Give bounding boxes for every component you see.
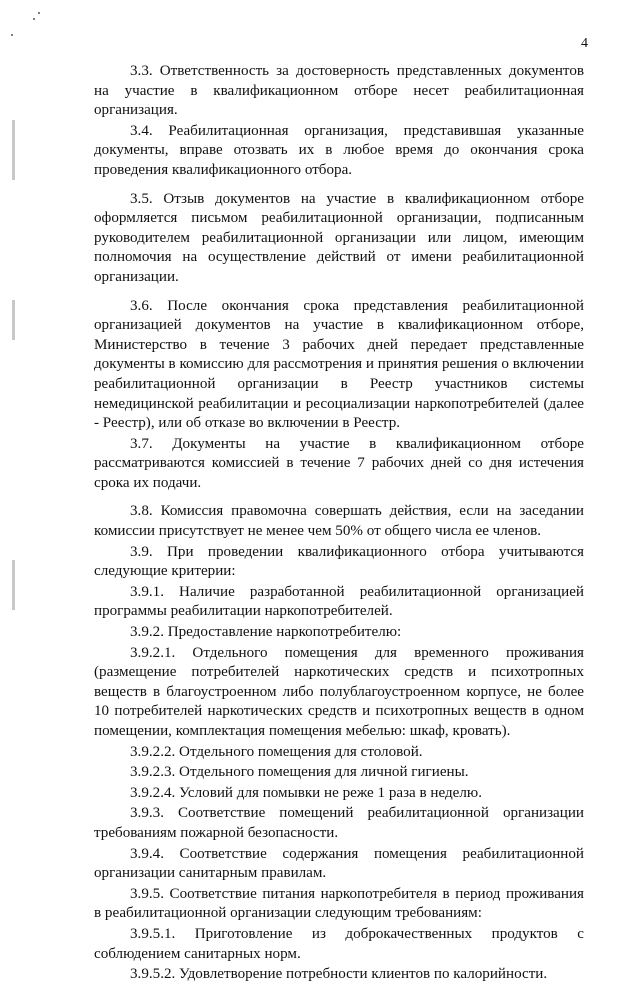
paragraph-3-9-3: 3.9.3. Соответствие помещений реабилитационной организации требованиям пожарной безопасности. — [94, 805, 584, 841]
paragraph-3-3: 3.3. Ответственность за достоверность представленных документов на участие в квалификационном отборе несет реабилитационная организация. — [94, 63, 584, 119]
paragraph-3-9-4: 3.9.4. Соответствие содержания помещения реабилитационной организации санитарным правилам. — [94, 845, 584, 882]
paragraph-3-9-5: 3.9.5. Соответствие питания наркопотребителя в период проживания в реабилитационной организации следующим требованиям: — [94, 885, 584, 922]
paragraph-3-9: 3.9. При проведении квалификационного отбора учитываются следующие критерии: — [94, 543, 584, 580]
paragraph-3-6: 3.6. После окончания срока представления реабилитационной организацией документов на участие в квалификационном отборе, Министерство в течение 3 рабочих дней передает представленные документы в комиссию для рассмотрения и принятия решения о включении реабилитационной организации в Реестр участников системы немедицинской реабилитации и ресоциализации наркопотребителей (далее - Реестр), или об отказе во включении в Реестр. — [94, 297, 584, 432]
paragraph-3-9-2-1: 3.9.2.1. Отдельного помещения для временного проживания (размещение потребителей наркотических средств и психотропных веществ в благоустроенном либо полублагоустроенном корпусе, не более 10 потребителей наркотических средств и психотропных веществ в одном помещении, комплектация помещения мебелью: шкаф, кровать). — [94, 644, 584, 739]
paragraph-3-9-2-2: 3.9.2.2. Отдельного помещения для столовой. — [130, 743, 423, 760]
paragraph-3-9-1: 3.9.1. Наличие разработанной реабилитационной организацией программы реабилитации наркопотребителей. — [94, 583, 584, 620]
scan-edge-mark — [12, 300, 15, 340]
paragraph-3-7: 3.7. Документы на участие в квалификационном отборе рассматриваются комиссией в течение 7 рабочих дней со дня истечения срока их подачи. — [94, 435, 584, 491]
scan-speck — [38, 12, 40, 14]
scan-edge-mark — [12, 560, 15, 610]
paragraph-3-8: 3.8. Комиссия правомочна совершать действия, если на заседании комиссии присутствует не менее чем 50% от общего числа ее членов. — [94, 503, 584, 540]
document-body — [94, 62, 584, 986]
paragraph-3-9-2-3: 3.9.2.3. Отдельного помещения для личной гигиены. — [130, 764, 469, 781]
scan-edge-mark — [12, 120, 15, 180]
page-number: 4 — [581, 36, 588, 51]
scan-speck — [33, 18, 35, 20]
paragraph-3-9-2: 3.9.2. Предоставление наркопотребителю: — [130, 624, 402, 641]
paragraph-3-9-2-4: 3.9.2.4. Условий для помывки не реже 1 раза в неделю. — [130, 784, 482, 801]
paragraph-3-9-5-1: 3.9.5.1. Приготовление из доброкачественных продуктов с соблюдением санитарных норм. — [94, 925, 584, 962]
paragraph-3-4: 3.4. Реабилитационная организация, представившая указанные документы, вправе отозвать их в любое время до окончания срока проведения квалификационного отбора. — [94, 122, 584, 178]
paragraph-3-9-5-2: 3.9.5.2. Удовлетворение потребности клиентов по калорийности. — [130, 966, 548, 983]
scan-speck — [11, 34, 13, 36]
paragraph-3-5: 3.5. Отзыв документов на участие в квалификационном отборе оформляется письмом реабилитационной организации, подписанным руководителем реабилитационной организации или лицом, имеющим полномочия на осуществление действий от имени реабилитационной организации. — [94, 190, 584, 285]
